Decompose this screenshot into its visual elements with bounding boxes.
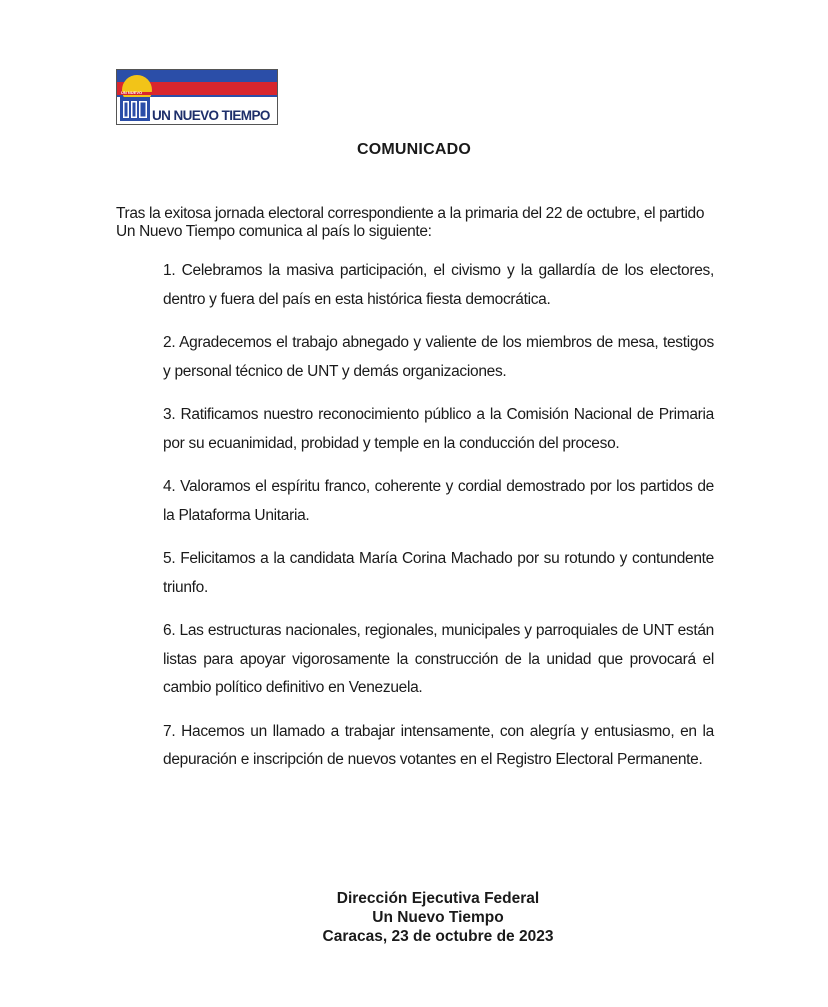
document-title: COMUNICADO — [357, 141, 471, 158]
signature-line-department: Dirección Ejecutiva Federal — [336, 890, 540, 907]
point-item: 7. Hacemos un llamado a trabajar intensamente, con alegría y entusiasmo, en la depuración e inscripción de nuevos votantes en el Registro Electoral Permanente. — [163, 722, 714, 768]
intro-paragraph: Tras la exitosa jornada electoral correspondiente a la primaria del 22 de octubre, el partido Un Nuevo Tiempo comunica al país lo siguiente: — [116, 205, 705, 240]
point-item: 3. Ratificamos nuestro reconocimiento público a la Comisión Nacional de Primaria por su ecuanimidad, probidad y temple en la conducción del proceso. — [163, 406, 714, 452]
point-item: 2. Agradecemos el trabajo abnegado y valiente de los miembros de mesa, testigos y personal técnico de UNT y demás organizaciones. — [163, 334, 714, 380]
logo-small-text: UN NUEVO — [121, 90, 143, 95]
point-item: 4. Valoramos el espíritu franco, coherente y cordial demostrado por los partidos de la Plataforma Unitaria. — [163, 478, 714, 524]
signature-block — [0, 889, 828, 946]
point-item: 6. Las estructuras nacionales, regionales, municipales y parroquiales de UNT están listas para apoyar vigorosamente la construcción de la unidad que provocará el cambio político definitivo en Venezuela. — [163, 622, 714, 696]
logo-text: UN NUEVO TIEMPO — [152, 108, 270, 123]
signature-line-place-date: Caracas, 23 de octubre de 2023 — [322, 928, 554, 945]
point-item: 5. Felicitamos a la candidata María Corina Machado por su rotundo y contundente triunfo. — [163, 550, 714, 596]
point-item: 1. Celebramos la masiva participación, el civismo y la gallardía de los electores, dentro y fuera del país en esta histórica fiesta democrática. — [163, 262, 714, 308]
party-logo — [116, 69, 278, 125]
points-list — [163, 257, 714, 790]
signature-line-party: Un Nuevo Tiempo — [372, 909, 504, 926]
